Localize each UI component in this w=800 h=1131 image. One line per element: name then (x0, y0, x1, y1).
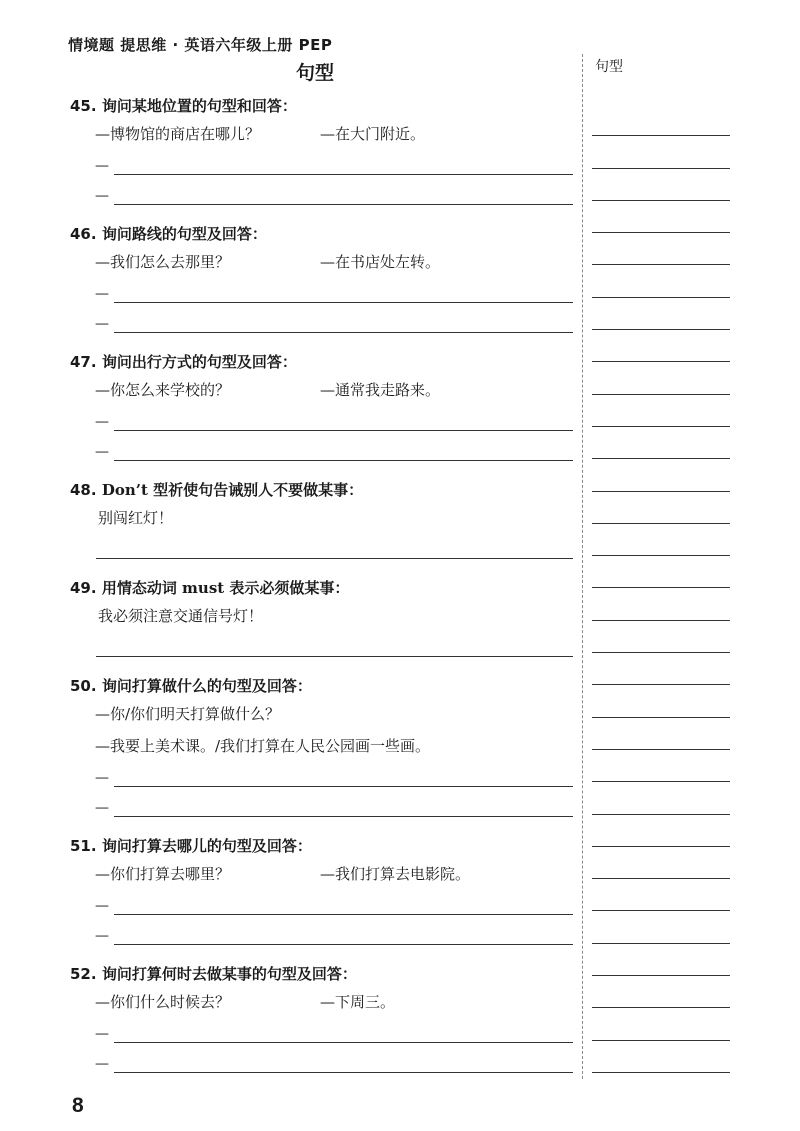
page-header: 情境题 提思维 · 英语六年级上册 PEP (68, 36, 333, 54)
writing-rule (114, 1042, 573, 1043)
dash-marker: — (95, 1056, 109, 1072)
side-writing-line[interactable] (592, 976, 730, 1008)
side-writing-line[interactable] (592, 847, 730, 879)
dash-marker: — (95, 928, 109, 944)
question-number: 45. (70, 97, 97, 115)
side-writing-line[interactable] (592, 298, 730, 330)
question-number: 49. (70, 579, 97, 597)
answer-blank-line[interactable] (70, 150, 573, 180)
dash-marker: — (95, 770, 109, 786)
writing-rule (114, 1072, 573, 1073)
answer-blank-line[interactable] (70, 632, 573, 662)
answer-text: —通常我走路来。 (320, 381, 441, 399)
prompt-text: 我必须注意交通信号灯！ (98, 607, 264, 625)
dash-marker: — (95, 1026, 109, 1042)
prompt-text: —你/你们明天打算做什么？ (95, 705, 281, 723)
question-title-text: 询问打算去哪儿的句型及回答： (101, 837, 312, 855)
side-writing-line[interactable] (592, 588, 730, 620)
prompt-text: 别闯红灯！ (98, 509, 174, 527)
question-47 (70, 350, 573, 466)
question-prompt-line (70, 730, 573, 762)
answer-blank-line[interactable] (70, 436, 573, 466)
question-number: 50. (70, 677, 97, 695)
dash-marker: — (95, 800, 109, 816)
dash-marker: — (95, 316, 109, 332)
question-number: 52. (70, 965, 97, 983)
side-writing-line[interactable] (592, 459, 730, 491)
question-number: 48. (70, 481, 97, 499)
dash-marker: — (95, 286, 109, 302)
side-writing-line[interactable] (592, 362, 730, 394)
side-writing-line[interactable] (592, 718, 730, 750)
answer-blank-line[interactable] (70, 278, 573, 308)
question-52 (70, 962, 573, 1078)
question-list (70, 94, 573, 1090)
writing-rule (114, 174, 573, 175)
dash-marker: — (95, 444, 109, 460)
side-writing-line[interactable] (592, 395, 730, 427)
answer-blank-line[interactable] (70, 180, 573, 210)
question-title-text: 询问打算何时去做某事的句型及回答： (101, 965, 357, 983)
answer-blank-line[interactable] (70, 762, 573, 792)
question-prompt-line (70, 698, 573, 730)
side-writing-line[interactable] (592, 492, 730, 524)
question-49 (70, 576, 573, 662)
answer-text: —我们打算去电影院。 (320, 865, 471, 883)
side-writing-line[interactable] (592, 136, 730, 168)
side-writing-line[interactable] (592, 330, 730, 362)
question-number: 47. (70, 353, 97, 371)
question-title (70, 222, 573, 246)
question-prompt-line (70, 600, 573, 632)
prompt-text: —我们怎么去那里？ (95, 253, 231, 271)
question-title-prefix: 用情态动词 (101, 579, 183, 597)
side-writing-line[interactable] (592, 556, 730, 588)
question-title (70, 94, 573, 118)
question-prompt-line (70, 986, 573, 1018)
question-title-text: 询问打算做什么的句型及回答： (101, 677, 312, 695)
question-prompt-line (70, 502, 573, 534)
answer-blank-line[interactable] (70, 1018, 573, 1048)
side-writing-line[interactable] (592, 750, 730, 782)
answer-blank-line[interactable] (70, 890, 573, 920)
question-title (70, 478, 573, 502)
prompt-text: —你们打算去哪里？ (95, 865, 231, 883)
writing-rule (114, 786, 573, 787)
question-51 (70, 834, 573, 950)
dash-marker: — (95, 188, 109, 204)
question-title (70, 674, 573, 698)
question-number: 46. (70, 225, 97, 243)
writing-rule (114, 204, 573, 205)
side-writing-line[interactable] (592, 944, 730, 976)
prompt-text: —我要上美术课。/我们打算在人民公园画一些画。 (95, 737, 431, 755)
prompt-text: —博物馆的商店在哪儿？ (95, 125, 261, 143)
side-writing-line[interactable] (592, 685, 730, 717)
question-title (70, 834, 573, 858)
side-writing-line[interactable] (592, 1041, 730, 1073)
answer-blank-line[interactable] (70, 792, 573, 822)
question-title-text: 询问路线的句型及回答： (101, 225, 267, 243)
answer-blank-line[interactable] (70, 308, 573, 338)
writing-rule (96, 558, 573, 559)
dash-marker: — (95, 414, 109, 430)
writing-rule (114, 816, 573, 817)
answer-blank-line[interactable] (70, 406, 573, 436)
question-48 (70, 478, 573, 564)
answer-blank-line[interactable] (70, 534, 573, 564)
answer-blank-line[interactable] (70, 1048, 573, 1078)
side-writing-line[interactable] (592, 427, 730, 459)
question-title (70, 576, 573, 600)
side-writing-line[interactable] (592, 524, 730, 556)
question-50 (70, 674, 573, 822)
side-notes-column (592, 104, 730, 1073)
question-prompt-line (70, 374, 573, 406)
writing-rule (114, 332, 573, 333)
question-46 (70, 222, 573, 338)
question-prompt-line (70, 246, 573, 278)
answer-blank-line[interactable] (70, 920, 573, 950)
side-writing-line[interactable] (592, 104, 730, 136)
side-writing-line[interactable] (592, 653, 730, 685)
question-title-text: 表示必须做某事： (224, 579, 350, 597)
question-title (70, 350, 573, 374)
side-column-title: 句型 (595, 59, 623, 75)
question-prompt-line (70, 118, 573, 150)
answer-text: —在大门附近。 (320, 125, 426, 143)
answer-text: —下周三。 (320, 993, 396, 1011)
question-title-text: 询问出行方式的句型及回答： (101, 353, 297, 371)
writing-rule (114, 944, 573, 945)
page-number: 8 (72, 1094, 84, 1117)
side-writing-line[interactable] (592, 201, 730, 233)
writing-rule (114, 430, 573, 431)
side-writing-line[interactable] (592, 1008, 730, 1040)
dash-marker: — (95, 898, 109, 914)
side-writing-line[interactable] (592, 233, 730, 265)
side-writing-line[interactable] (592, 782, 730, 814)
question-title-latin: Don’t (101, 481, 148, 499)
side-writing-line[interactable] (592, 621, 730, 653)
side-writing-line[interactable] (592, 815, 730, 847)
writing-rule (96, 656, 573, 657)
column-divider (582, 54, 583, 1079)
writing-rule (114, 914, 573, 915)
question-number: 51. (70, 837, 97, 855)
question-title-text: 型祈使句告诫别人不要做某事： (147, 481, 364, 499)
question-title-text: 询问某地位置的句型和回答： (101, 97, 297, 115)
dash-marker: — (95, 158, 109, 174)
prompt-text: —你怎么来学校的？ (95, 381, 231, 399)
side-writing-line[interactable] (592, 879, 730, 911)
answer-text: —在书店处左转。 (320, 253, 441, 271)
side-writing-line[interactable] (592, 169, 730, 201)
question-title-latin: must (182, 579, 225, 597)
side-writing-line[interactable] (592, 911, 730, 943)
question-title (70, 962, 573, 986)
question-prompt-line (70, 858, 573, 890)
side-writing-line[interactable] (592, 265, 730, 297)
writing-rule (114, 460, 573, 461)
question-45 (70, 94, 573, 210)
section-title: 句型 (296, 62, 335, 84)
prompt-text: —你们什么时候去？ (95, 993, 231, 1011)
writing-rule (114, 302, 573, 303)
